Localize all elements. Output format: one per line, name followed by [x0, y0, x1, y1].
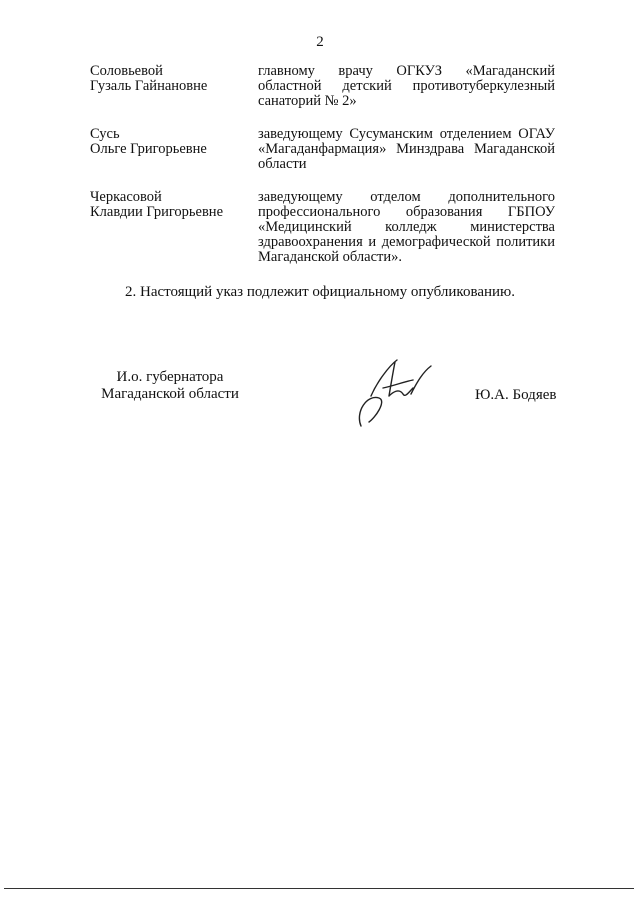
recipient-name: [90, 64, 255, 94]
recipient-surname: Черкасовой: [90, 189, 162, 205]
footer-rule: [4, 888, 634, 889]
recipient-surname: Соловьевой: [90, 63, 163, 79]
handwritten-signature: [353, 352, 433, 432]
recipient-name: [90, 127, 255, 157]
recipient-name: [90, 190, 255, 220]
signatory-name: Ю.А. Бодяев: [475, 387, 557, 403]
signatory-title-line: И.о. губернатора: [116, 369, 224, 385]
clause-publication: 2. Настоящий указ подлежит официальному опубликованию.: [124, 284, 515, 300]
recipient-position: заведующему Сусуманским отделением ОГАУ «Магаданфармация» Минздрава Магаданской области: [258, 126, 555, 172]
recipient-given-names: Клавдии Григорьевне: [90, 204, 224, 220]
recipient-given-names: Ольге Григорьевне: [90, 141, 207, 157]
recipient-position: заведующему отделом дополнительного профессионального образования ГБПОУ «Медицинский колледж министерства здравоохранения и демографической политики Магаданской области».: [258, 189, 555, 265]
page-number: 2: [316, 34, 324, 50]
recipient-given-names: Гузаль Гайнановне: [90, 78, 208, 94]
signatory-title-line: Магаданской области: [101, 386, 239, 402]
signatory-title: [90, 369, 250, 403]
recipient-surname: Сусь: [90, 126, 120, 142]
recipient-position: главному врачу ОГКУЗ «Магаданский областной детский противотуберкулезный санаторий № 2»: [258, 63, 555, 109]
